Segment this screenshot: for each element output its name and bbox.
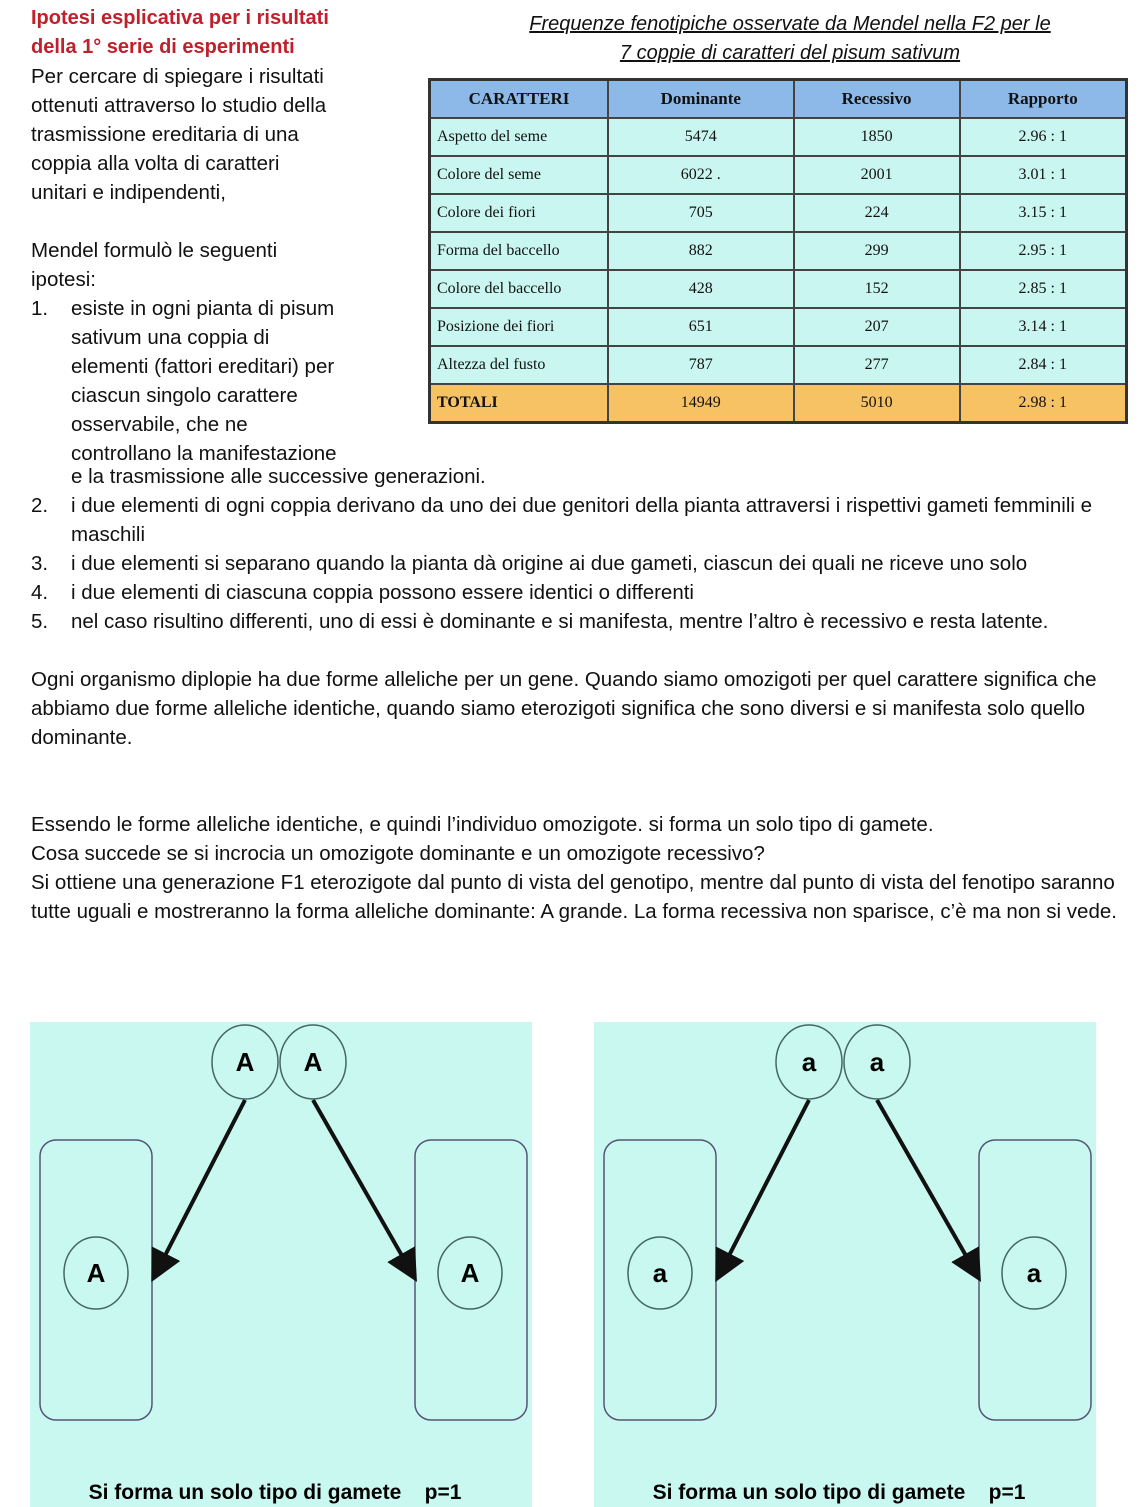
cell: 1850 [794,118,960,156]
list-item-5 [31,607,1121,636]
paragraph-line: Cosa succede se si incrocia un omozigote dominante e un omozigote recessivo? [31,842,765,865]
section-heading: della 1° serie di esperimenti [31,36,295,58]
cell: 5010 [794,384,960,423]
item-line: osservabile, che ne [71,413,248,436]
cell: 5474 [608,118,794,156]
mendel-line: ipotesi: [31,268,96,291]
cell: 224 [794,194,960,232]
arrow-left [155,1100,245,1275]
list-number: 2. [31,494,49,517]
cell: 705 [608,194,794,232]
diagram-homozygous-recessive [594,1022,1096,1507]
column-header: Recessivo [794,80,960,119]
diagram-homozygous-dominant [30,1022,532,1507]
intro-line: ottenuti attraverso lo studio della [31,94,327,117]
item-line: controllano la manifestazione [71,442,337,465]
cell: 3.15 : 1 [960,194,1127,232]
cell: Posizione dei fiori [430,308,609,346]
cell: 207 [794,308,960,346]
list-text: i due elementi di ogni coppia derivano da uno dei due genitori della pianta attraversi i rispettivi gameti femminili e maschili [71,494,1093,546]
table-row [430,118,1127,156]
column-header: CARATTERI [430,80,609,119]
cell: Aspetto del seme [430,118,609,156]
table-row [430,346,1127,384]
paragraph: Ogni organismo diplopie ha due forme alleliche per un gene. Quando siamo omozigoti per quel carattere significa che abbiamo due forme alleliche identiche, quando siamo eterozigoti significa che sono diversi e si manifesta solo quello dominante. [31,668,1097,749]
main-text [31,462,1121,926]
allele-label: a [801,1047,817,1077]
item-line: e la trasmissione alle successive generazioni. [71,465,486,488]
cell: 2.95 : 1 [960,232,1127,270]
cell: 152 [794,270,960,308]
list-item-2 [31,491,1121,549]
caption-line: 7 coppie di caratteri del pisum sativum [619,42,961,64]
column-header: Dominante [608,80,794,119]
cell: 3.01 : 1 [960,156,1127,194]
allele-label: A [235,1047,255,1077]
intro-line: Per cercare di spiegare i risultati [31,65,324,88]
table-row [430,232,1127,270]
table-caption [440,10,1140,68]
cell: 428 [608,270,794,308]
list-number: 3. [31,552,49,575]
cell: 277 [794,346,960,384]
cell: 2.98 : 1 [960,384,1127,423]
table-row [430,308,1127,346]
gamete-label: a [652,1258,668,1288]
list-text: nel caso risultino differenti, uno di essi è dominante e si manifesta, mentre l’altro è recessivo e resta latente. [71,610,1049,633]
intro-line: trasmissione ereditaria di una [31,123,299,146]
cell: 882 [608,232,794,270]
paragraph-line: Si ottiene una generazione F1 eterozigote dal punto di vista del genotipo, mentre dal punto di vista del fenotipo saranno tutte uguali e mostreranno la forma alleliche dominante: A grande. La forma recessiva non sparisce, c’è ma non si vede. [31,871,1117,923]
cell: TOTALI [430,384,609,423]
cell: Altezza del fusto [430,346,609,384]
cell: 2.84 : 1 [960,346,1127,384]
cell: 2.85 : 1 [960,270,1127,308]
cell: 2001 [794,156,960,194]
section-heading: Ipotesi esplicativa per i risultati [31,7,329,29]
gamete-label: A [460,1258,480,1288]
gamete-label: A [86,1258,106,1288]
allele-label: a [869,1047,885,1077]
table-row [430,156,1127,194]
list-number: 4. [31,581,49,604]
cell: 3.14 : 1 [960,308,1127,346]
allele-label: A [303,1047,323,1077]
mendel-line: Mendel formulò le seguenti [31,239,278,262]
arrow-left [719,1100,809,1275]
column-header: Rapporto [960,80,1127,119]
list-item-4 [31,578,1121,607]
list-number: 1. [31,297,49,320]
diagram-caption: Si forma un solo tipo di gamete p=1 [652,1481,1026,1504]
left-column [31,4,401,468]
gamete-label: a [1026,1258,1042,1288]
cell: 299 [794,232,960,270]
cell: 651 [608,308,794,346]
table-row [430,270,1127,308]
arrow-right [313,1100,413,1275]
cell: Colore del baccello [430,270,609,308]
cell: 2.96 : 1 [960,118,1127,156]
list-number: 5. [31,610,49,633]
item-line: elementi (fattori ereditari) per [71,355,335,378]
diagram-caption: Si forma un solo tipo di gamete p=1 [88,1481,462,1504]
cell: 6022 . [608,156,794,194]
intro-line: unitari e indipendenti, [31,181,226,204]
cell: Colore del seme [430,156,609,194]
item-line: esiste in ogni pianta di pisum [71,297,335,320]
cell: Colore dei fiori [430,194,609,232]
intro-line: coppia alla volta di caratteri [31,152,280,175]
caption-line: Frequenze fenotipiche osservate da Mendel nella F2 per le [529,13,1051,35]
cell: Forma del baccello [430,232,609,270]
list-text: i due elementi di ciascuna coppia possono essere identici o differenti [71,581,694,604]
table-row [430,194,1127,232]
arrow-right [877,1100,977,1275]
item-line: sativum una coppia di [71,326,270,349]
cell: 14949 [608,384,794,423]
item-line: ciascun singolo carattere [71,384,298,407]
list-text: i due elementi si separano quando la pianta dà origine ai due gameti, ciascun dei quali ne riceve uno solo [71,552,1028,575]
list-item-3 [31,549,1121,578]
list-item-1 [31,294,401,468]
table-header-row [430,80,1127,119]
frequency-table [428,78,1128,424]
cell: 787 [608,346,794,384]
table-total-row [430,384,1127,423]
paragraph-line: Essendo le forme alleliche identiche, e quindi l’individuo omozigote. si forma un solo tipo di gamete. [31,813,934,836]
